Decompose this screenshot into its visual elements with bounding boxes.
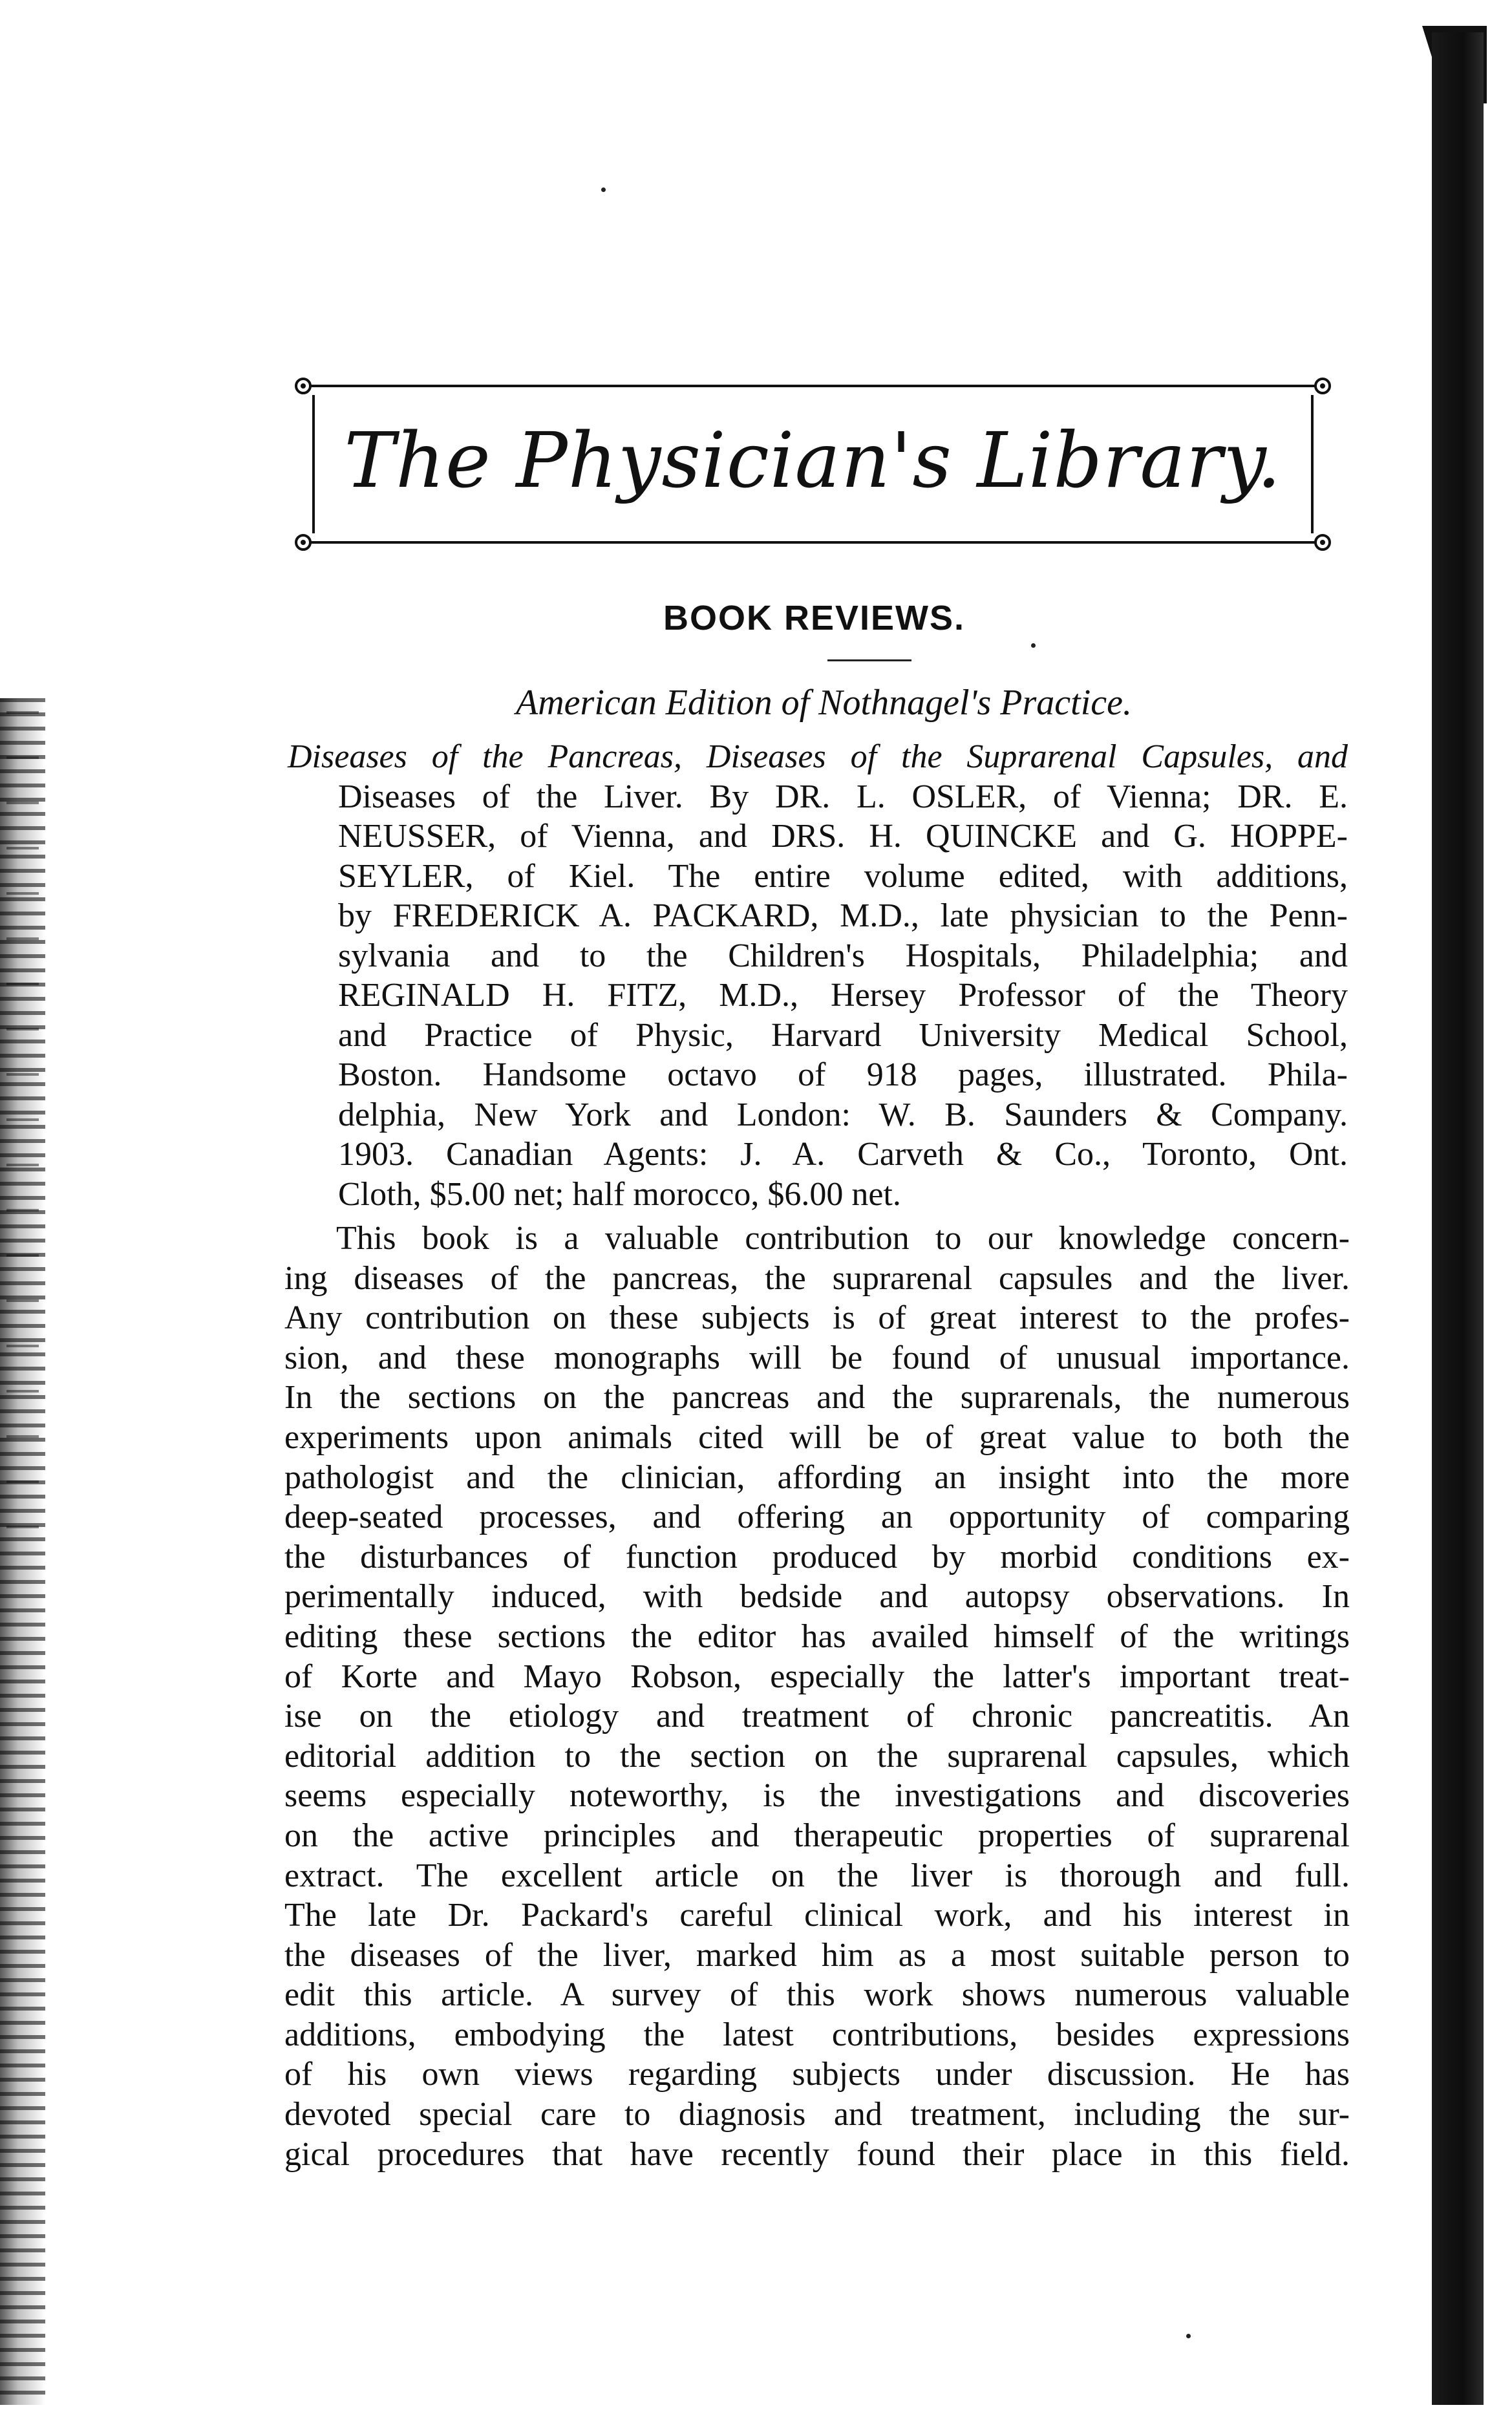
review-line: Any contribution on these subjects is of great interest to the profes- xyxy=(284,1299,1350,1337)
citation-line: Boston. Handsome octavo of 918 pages, illustrated. Phila- xyxy=(338,1056,1348,1093)
review-line: the diseases of the liver, marked him as a most suitable person to xyxy=(284,1936,1350,1974)
review-line: experiments upon animals cited will be of great value to both the xyxy=(284,1418,1350,1456)
citation-line: and Practice of Physic, Harvard University Medical School, xyxy=(338,1016,1348,1054)
citation-line: 1903. Canadian Agents: J. A. Carveth & Co., Toronto, Ont. xyxy=(338,1136,1348,1173)
review-line: gical procedures that have recently found their place in this field. xyxy=(284,2135,1350,2173)
review-line: editorial addition to the section on the suprarenal capsules, which xyxy=(284,1737,1350,1775)
citation-line: sylvania and to the Children's Hospitals, Philadelphia; and xyxy=(338,937,1348,974)
review-line: deep-seated processes, and offering an opportunity of comparing xyxy=(284,1499,1350,1536)
review-line: ise on the etiology and treatment of chronic pancreatitis. An xyxy=(284,1698,1350,1735)
title-frame xyxy=(294,377,1332,551)
review-line: pathologist and the clinician, affording an insight into the more xyxy=(284,1458,1350,1496)
citation-line: SEYLER, of Kiel. The entire volume edited, with additions, xyxy=(338,857,1348,895)
review-line: of his own views regarding subjects under discussion. He has xyxy=(284,2056,1350,2093)
review-line: on the active principles and therapeutic properties of suprarenal xyxy=(284,1817,1350,1854)
citation-line: delphia, New York and London: W. B. Saunders & Company. xyxy=(338,1096,1348,1133)
review-line: editing these sections the editor has availed himself of the writings xyxy=(284,1617,1350,1655)
review-line: of Korte and Mayo Robson, especially the latter's important treat- xyxy=(284,1658,1350,1695)
review-line: extract. The excellent article on the liver is thorough and full. xyxy=(284,1857,1350,1894)
review-line: sion, and these monographs will be found of unusual importance. xyxy=(284,1339,1350,1376)
review-line: The late Dr. Packard's careful clinical work, and his interest in xyxy=(284,1897,1350,1934)
page-edge-shadow-right xyxy=(1432,32,1484,2405)
book-citation xyxy=(288,737,1348,1214)
ink-speck xyxy=(1031,643,1036,648)
review-line: seems especially noteworthy, is the investigations and discoveries xyxy=(284,1777,1350,1815)
ink-speck xyxy=(601,187,606,192)
review-line: This book is a valuable contribution to our knowledge concern- xyxy=(336,1220,1350,1257)
citation-line: Diseases of the Liver. By DR. L. OSLER, of Vienna; DR. E. xyxy=(338,778,1348,815)
page-title: The Physician's Library. xyxy=(344,416,1282,505)
heading-rule xyxy=(827,659,911,661)
citation-line: Diseases of the Pancreas, Diseases of the Suprarenal Capsules, and xyxy=(288,738,1348,775)
section-heading: BOOK REVIEWS. xyxy=(663,599,966,637)
ink-speck xyxy=(1186,2334,1191,2338)
citation-line: by FREDERICK A. PACKARD, M.D., late physician to the Penn- xyxy=(338,897,1348,934)
review-body xyxy=(284,1219,1350,2174)
edition-line: American Edition of Nothnagel's Practice. xyxy=(516,683,1132,723)
review-line: ing diseases of the pancreas, the suprarenal capsules and the liver. xyxy=(284,1259,1350,1297)
citation-line: NEUSSER, of Vienna, and DRS. H. QUINCKE and G. HOPPE- xyxy=(338,818,1348,855)
review-line: devoted special care to diagnosis and treatment, including the sur- xyxy=(284,2096,1350,2133)
citation-line: Cloth, $5.00 net; half morocco, $6.00 net. xyxy=(338,1175,901,1213)
review-line: additions, embodying the latest contributions, besides expressions xyxy=(284,2016,1350,2053)
review-line: perimentally induced, with bedside and autopsy observations. In xyxy=(284,1578,1350,1616)
review-line: the disturbances of function produced by morbid conditions ex- xyxy=(284,1538,1350,1575)
citation-line: REGINALD H. FITZ, M.D., Hersey Professor of the Theory xyxy=(338,977,1348,1014)
review-line: edit this article. A survey of this work shows numerous valuable xyxy=(284,1976,1350,2014)
page-edge-specks xyxy=(6,711,39,1552)
review-line: In the sections on the pancreas and the suprarenals, the numerous xyxy=(284,1379,1350,1416)
